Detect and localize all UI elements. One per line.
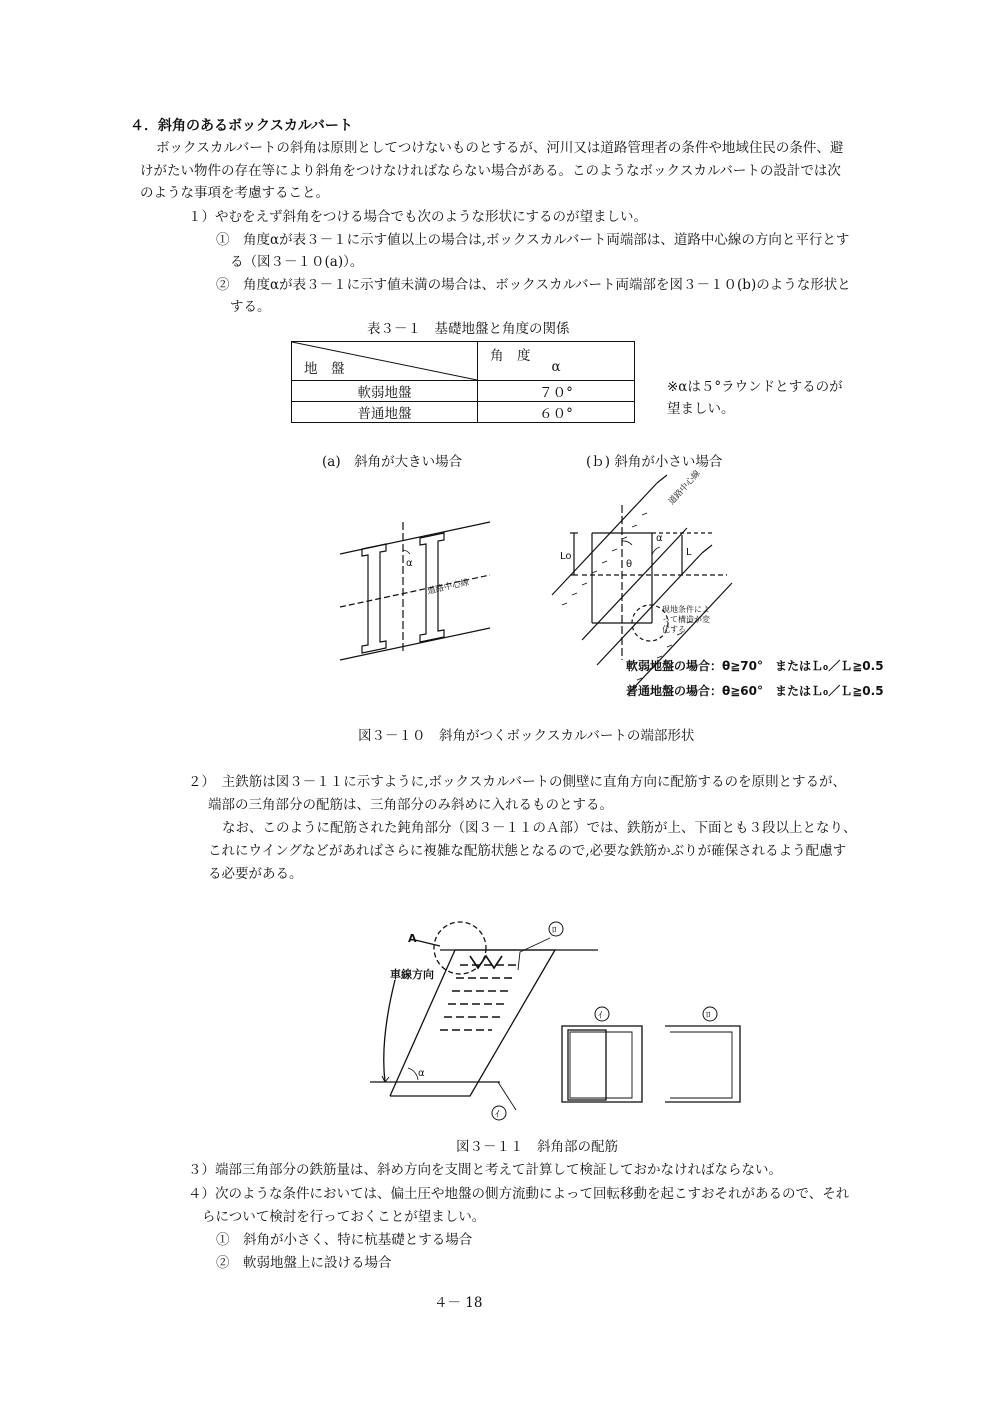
fig11-label-ro-top: ﾛ [552, 926, 557, 936]
page-number: ４－ 18 [434, 1295, 483, 1311]
fig10-caption: 図３－１０ 斜角がつくボックスカルバートの端部形状 [358, 728, 695, 744]
item4-sub2: ② 軟弱地盤上に設ける場合 [216, 1255, 392, 1271]
fig11-label-i-section: ｲ [598, 1011, 603, 1021]
table-header-ground: 地 盤 [304, 361, 345, 377]
item2-line3: なお、このように配筋された鈍角部分（図３－１１のＡ部）では、鉄筋が上、下面とも３段以上となり、 [222, 820, 857, 836]
fig10b-theta-label: θ [626, 559, 633, 570]
fig10b-site-label-3: 化する [662, 625, 686, 634]
table-note-line1: ※αは５°ラウンドとするのが [667, 379, 843, 395]
table-header-alpha: α [551, 359, 561, 375]
item4-line1: ４）次のような条件においては、偏土圧や地盤の側方流動によって回転移動を起こすおそれがあるので、それ [188, 1186, 850, 1202]
table-caption: 表３－１ 基礎地盤と角度の関係 [367, 321, 570, 337]
fig11-label-direction: 車線方向 [390, 968, 434, 981]
fig11-caption: 図３－１１ 斜角部の配筋 [456, 1139, 618, 1155]
table-row-soft-angle: ７０° [478, 381, 635, 402]
item1-text: １）やむをえず斜角をつける場合でも次のような形状にするのが望ましい。 [188, 209, 647, 225]
intro-line-2: けがたい物件の存在等により斜角をつけなければならない場合がある。このようなボックスカルバートの設計では次 [140, 163, 841, 179]
table-header-angle [478, 342, 635, 381]
fig10-cond-normal: 普通地盤の場合：θ≧60° またはＬ₀／Ｌ≧0.5 [626, 684, 884, 698]
intro-line-1: ボックスカルバートの斜角は原則としてつけないものとするが、河川又は道路管理者の条件や地域住民の条件、避 [156, 140, 844, 156]
item2-line4: これにウイングなどがあればさらに複雑な配筋状態となるので,必要な鉄筋かぶりが確保されるよう配慮す [208, 843, 847, 859]
item1-sub2-line1: ② 角度αが表３－１に示す値未満の場合は、ボックスカルバート両端部を図３－１０(b)のような形状と [216, 277, 851, 293]
fig10b-site-label-2: って構造が変 [662, 615, 710, 624]
item3-text: ３）端部三角部分の鉄筋量は、斜め方向を支間と考えて計算して検証しておかなければならない。 [188, 1162, 782, 1178]
fig11-label-alpha: α [418, 1068, 425, 1079]
fig11-label-ro-section: ﾛ [706, 1011, 711, 1021]
item4-line2: らについて検討を行っておくことが望ましい。 [202, 1209, 486, 1225]
fig10a-center-line-label: 道路中心線 [426, 577, 471, 597]
fig10b-center-line-label: 道路中心線 [666, 468, 703, 508]
fig10b-L-label: L [686, 547, 692, 558]
item1-sub1-line1: ① 角度αが表３－１に示す値以上の場合は,ボックスカルバート両端部は、道路中心線の方向と平行とす [216, 232, 850, 248]
fig10a-diagram [340, 522, 500, 662]
item2-line2: 端部の三角部分の配筋は、三角部分のみ斜めに入れるものとする。 [208, 797, 613, 813]
fig10b-alpha-label: α [656, 533, 663, 544]
fig10b-L0-label: Lo [560, 551, 572, 562]
fig10a-alpha-label: α [406, 558, 413, 569]
table-row-normal-ground: 普通地盤 [292, 402, 478, 423]
section-heading: ４．斜角のあるボックスカルバート [130, 118, 353, 134]
ground-angle-table [291, 341, 635, 423]
fig10-caption-a: (a) 斜角が大きい場合 [322, 454, 463, 470]
table-note-line2: 望ましい。 [667, 401, 735, 417]
fig11-label-i-bottom: ｲ [495, 1110, 500, 1120]
item4-sub1: ① 斜角が小さく、特に杭基礎とする場合 [216, 1232, 473, 1248]
fig10b-site-label-1: 現地条件によ [662, 605, 710, 614]
table-header-angle-text: 角 度 [490, 348, 531, 364]
table-row-soft-ground: 軟弱地盤 [292, 381, 478, 402]
table-row-normal-angle: ６０° [478, 402, 635, 423]
fig10-caption-b: (ｂ) 斜角が小さい場合 [586, 454, 723, 470]
fig11-diagram [370, 920, 710, 1120]
item1-sub1-line2: る（図３－１０(a)）。 [230, 254, 364, 270]
item2-line1: ２） 主鉄筋は図３－１１に示すように,ボックスカルバートの側壁に直角方向に配筋するのを原則とするが、 [188, 774, 846, 790]
item2-line5: る必要がある。 [208, 866, 303, 882]
table-diagonal-header [292, 342, 478, 381]
fig11-label-A: A [408, 932, 417, 945]
intro-line-3: のような事項を考慮すること。 [140, 185, 329, 201]
item1-sub2-line2: する。 [230, 299, 271, 315]
fig10-cond-soft: 軟弱地盤の場合：θ≧70° またはＬ₀／Ｌ≧0.5 [626, 659, 884, 673]
